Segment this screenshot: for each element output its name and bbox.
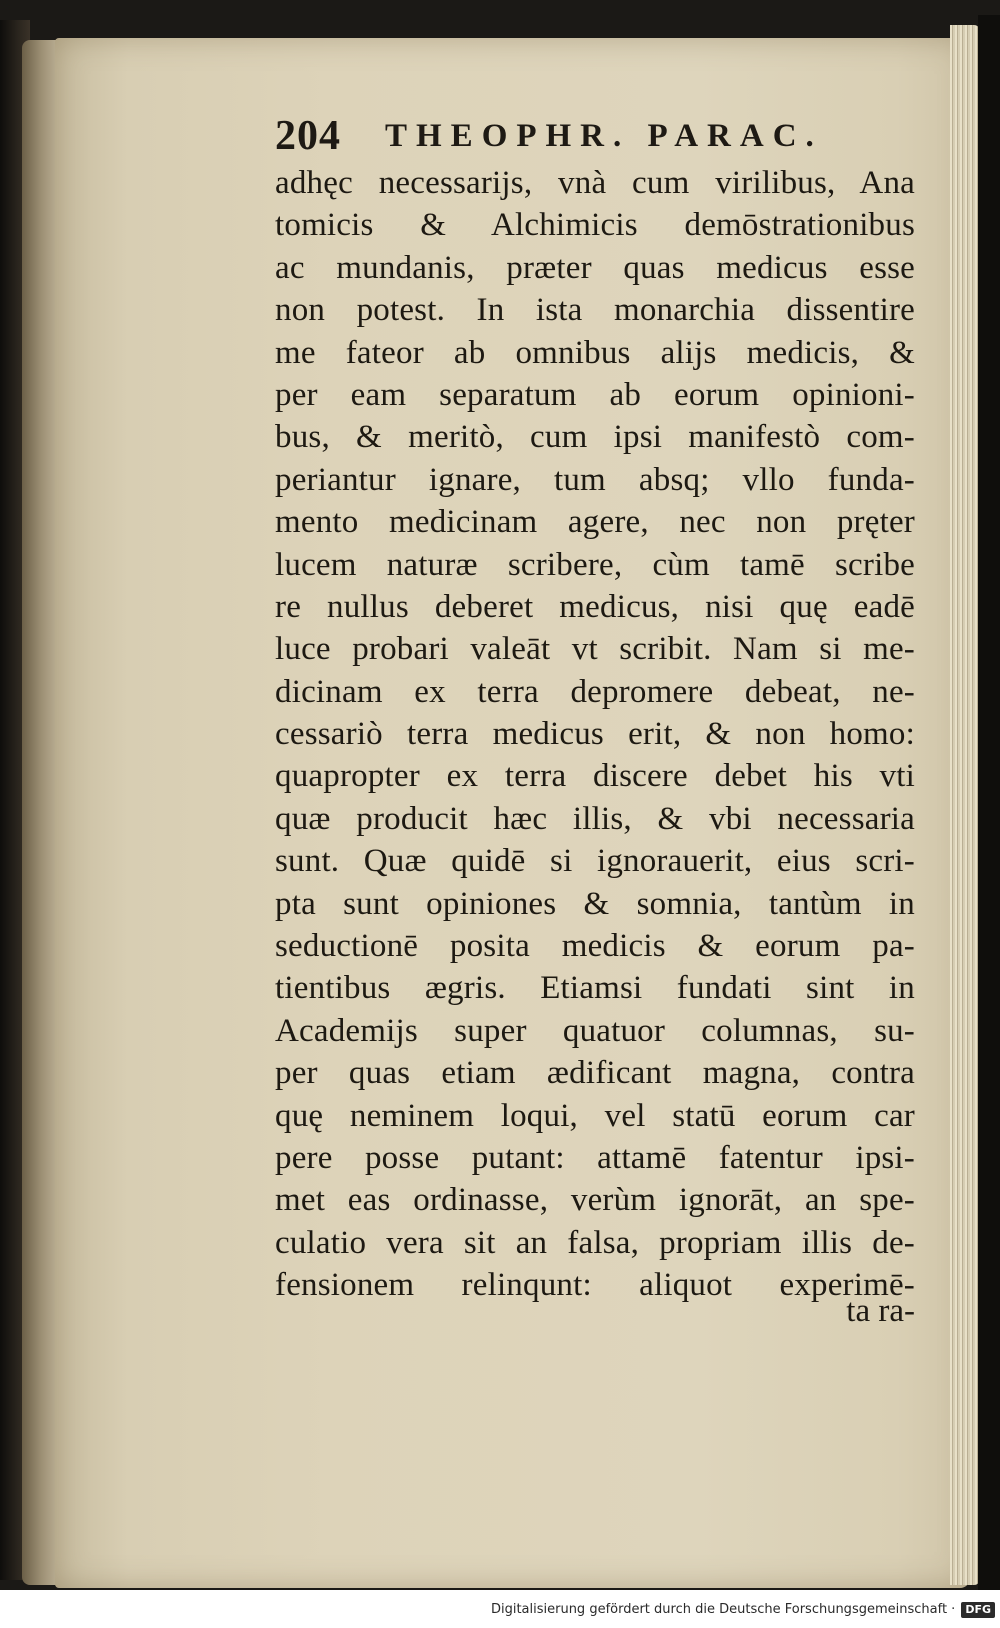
text-line: me fateor ab omnibus alijs medicis, & <box>275 334 915 371</box>
text-line: tientibus ægris. Etiamsi fundati sint in <box>275 970 915 1007</box>
book-cover-right-edge <box>978 15 1000 1590</box>
text-line: met eas ordinasse, verùm ignorāt, an spe- <box>275 1182 915 1219</box>
page-stack-edges <box>950 25 980 1585</box>
text-line: dicinam ex terra depromere debeat, ne- <box>275 673 915 710</box>
running-head-title: THEOPHR. PARAC. <box>385 118 823 154</box>
text-line: seductionē posita medicis & eorum pa- <box>275 928 915 965</box>
text-line: pere posse putant: attamē fatentur ipsi- <box>275 1139 915 1176</box>
text-line: quæ producit hæc illis, & vbi necessaria <box>275 800 915 837</box>
text-line: quapropter ex terra discere debet his vti <box>275 758 915 795</box>
text-line: tomicis & Alchimicis demōstrationibus <box>275 207 915 244</box>
dfg-logo: DFG <box>961 1602 995 1618</box>
text-line: quę neminem loqui, vel statū eorum car <box>275 1097 915 1134</box>
text-line: luce probari valeāt vt scribit. Nam si me- <box>275 631 915 668</box>
running-head <box>275 112 915 162</box>
text-line: per eam separatum ab eorum opinioni- <box>275 376 915 413</box>
credit-text: Digitalisierung gefördert durch die Deutsche Forschungsgemeinschaft · <box>490 1602 956 1617</box>
text-line: periantur ignare, tum absq; vllo funda- <box>275 461 915 498</box>
text-line: adhęc necessarijs, vnà cum virilibus, Ana <box>275 165 915 201</box>
text-line: mento medicinam agere, nec non pręter <box>275 504 915 541</box>
text-line: Academijs super quatuor columnas, su- <box>275 1012 915 1049</box>
text-line: cessariò terra medicus erit, & non homo: <box>275 716 915 753</box>
body-text <box>275 162 925 1307</box>
text-line: sunt. Quæ quidē si ignorauerit, eius scri- <box>275 843 915 880</box>
text-line: non potest. In ista monarchia dissentire <box>275 292 915 329</box>
text-line: per quas etiam ædificant magna, contra <box>275 1055 915 1092</box>
text-line: culatio vera sit an falsa, propriam illis de- <box>275 1224 915 1261</box>
text-line: lucem naturæ scribere, cùm tamē scribe <box>275 546 915 583</box>
text-line: fensionem relinqunt: aliquot experimē- <box>275 1267 915 1304</box>
page-number: 204 <box>275 113 341 159</box>
catchword: ta ra- <box>846 1293 915 1329</box>
text-line: re nullus deberet medicus, nisi quę eadē <box>275 588 915 625</box>
text-line: ac mundanis, præter quas medicus esse <box>275 249 915 286</box>
digitization-credit <box>0 1598 995 1622</box>
text-line: bus, & meritò, cum ipsi manifestò com- <box>275 419 915 456</box>
text-line: pta sunt opiniones & somnia, tantùm in <box>275 885 915 922</box>
